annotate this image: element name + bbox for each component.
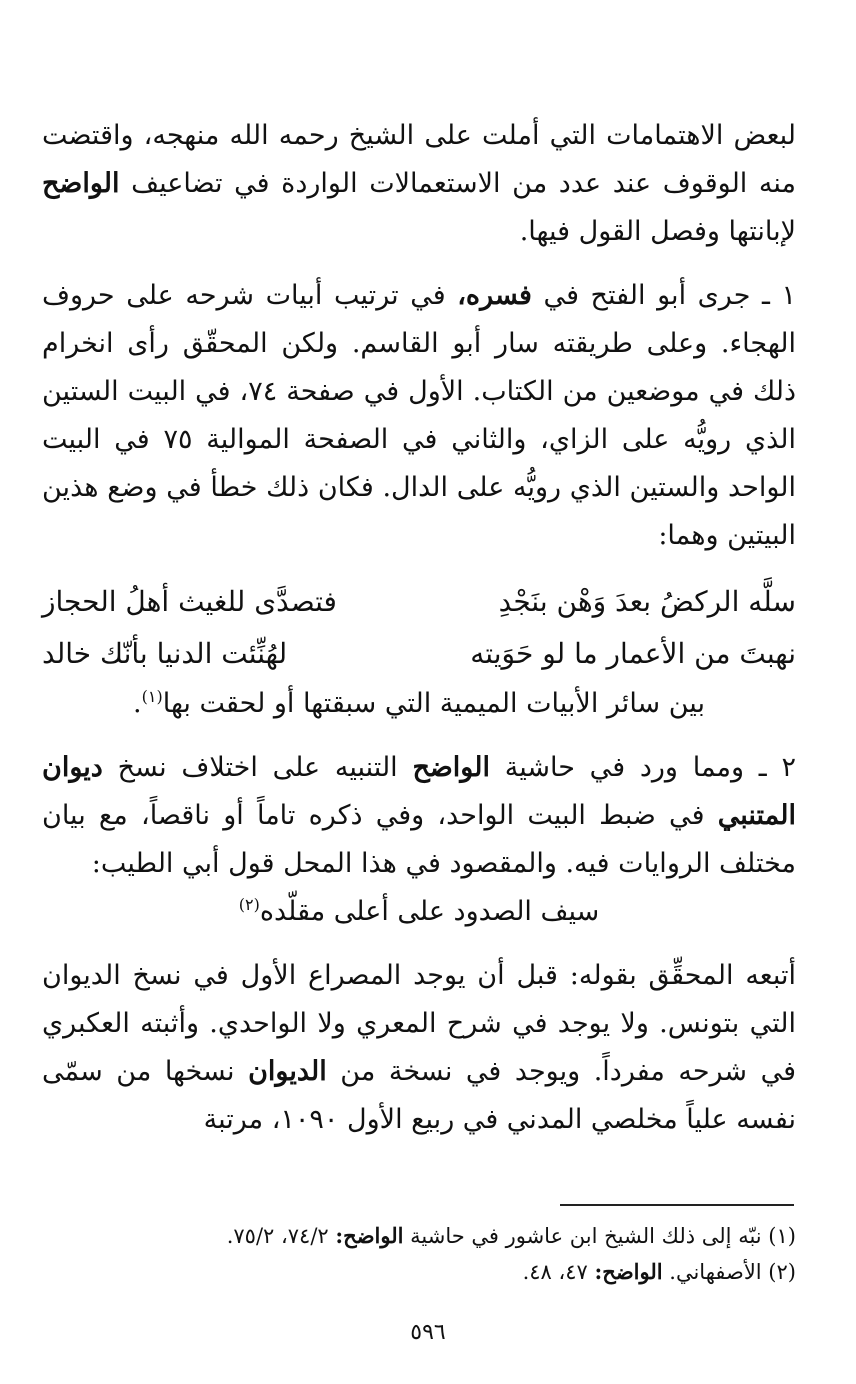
item-2-text-2: التنبيه على اختلاف نسخ [102, 752, 413, 783]
intro-paragraph [42, 112, 796, 256]
after-verses-line [42, 680, 796, 728]
half-verse-line [42, 888, 796, 936]
intro-text-2: لإبانتها وفصل القول فيها. [519, 216, 796, 247]
half-verse-text: سيف الصدود على أعلى مقلّده [259, 896, 600, 927]
item-2-text-3: في ضبط البيت الواحد، وفي ذكره تاماً أو ناقصاً، مع بيان مختلف الروايات فيه. والمقصود في هذا المحل قول أبي الطيب: [42, 800, 796, 879]
intro-text-1: لبعض الاهتمامات التي أملت على الشيخ رحمه الله منهجه، واقتضت منه الوقوف عند عدد من الاستعمالات الواردة في تضاعيف [42, 120, 796, 199]
item-1-text-2: في ترتيب أبيات شرحه على حروف الهجاء. وعلى طريقته سار أبو القاسم. ولكن المحقّق رأى انخرام ذلك في موضعين من الكتاب. الأول في صفحة ٧٤، في البيت الستين الذي رويُّه على الزاي، والثاني في الصفحة الموالية ٧٥ في البيت الواحد والستين الذي رويُّه على الدال. فكان ذلك خطأ في وضع هذين البيتين وهما: [42, 280, 797, 551]
footnote-2-bold: الواضح: [594, 1259, 663, 1284]
footnote-ref-2: (٢) [238, 895, 260, 914]
footnote-2-text-1: (٢) الأصفهاني. [662, 1260, 796, 1284]
paragraph-3 [42, 952, 796, 1144]
footnote-1-text-1: (١) نبّه إلى ذلك الشيخ ابن عاشور في حاشية [403, 1224, 796, 1248]
after-verses-end: . [133, 688, 142, 719]
intro-bold-title: الواضح [42, 168, 120, 199]
footnote-2-text-2: ٤٧، ٤٨. [522, 1260, 595, 1284]
item-1-bold-title: فسره، [457, 280, 532, 311]
page-number: ٥٩٦ [410, 1320, 446, 1345]
footnote-1 [42, 1218, 796, 1254]
item-1-paragraph [42, 272, 796, 560]
item-1-text-1: ١ ـ جرى أبو الفتح في [531, 280, 796, 311]
verse-1-hemistich-1: سلَّه الركضُ بعدَ وَهْن بنَجْدِ [498, 585, 796, 618]
footnote-ref-1: (١) [141, 687, 163, 706]
footnote-separator [560, 1204, 794, 1206]
item-2-paragraph [42, 744, 796, 888]
footnotes [42, 1218, 796, 1290]
paragraph-3-text-2: نسخها من سمّى نفسه علياً مخلصي المدني في ربيع الأول ١٠٩٠، مرتبة [42, 1056, 796, 1135]
footnote-2 [42, 1254, 796, 1290]
item-2-bold-1: الواضح [412, 752, 490, 783]
main-text [42, 112, 796, 1144]
verse-2-hemistich-2: لهُنِّئت الدنيا بأنّك خالد [42, 637, 288, 670]
footnote-1-text-2: ٧٤/٢، ٧٥/٢. [226, 1224, 336, 1248]
verse-line [42, 576, 796, 628]
verse-line [42, 628, 796, 680]
after-verses-text: بين سائر الأبيات الميمية التي سبقتها أو لحقت بها [162, 688, 705, 719]
verses-block [42, 576, 796, 680]
paragraph-3-text-1: أتبعه المحقِّق بقوله: قبل أن يوجد المصراع الأول في نسخ الديوان التي بتونس. ولا يوجد في شرح المعري ولا الواحدي. وأثبته العكبري في شرحه مفرداً. ويوجد في نسخة من [42, 960, 797, 1087]
verse-2-hemistich-1: نهبتَ من الأعمار ما لو حَوَيته [470, 637, 796, 670]
item-2-text-1: ٢ ـ ومما ورد في حاشية [490, 752, 796, 783]
footnote-1-bold: الواضح: [335, 1223, 404, 1248]
item-2-bold-2: ديوان المتنبي [42, 752, 796, 831]
verse-1-hemistich-2: فتصدَّى للغيث أهلُ الحجاز [42, 585, 337, 618]
paragraph-3-bold: الديوان [248, 1056, 327, 1087]
